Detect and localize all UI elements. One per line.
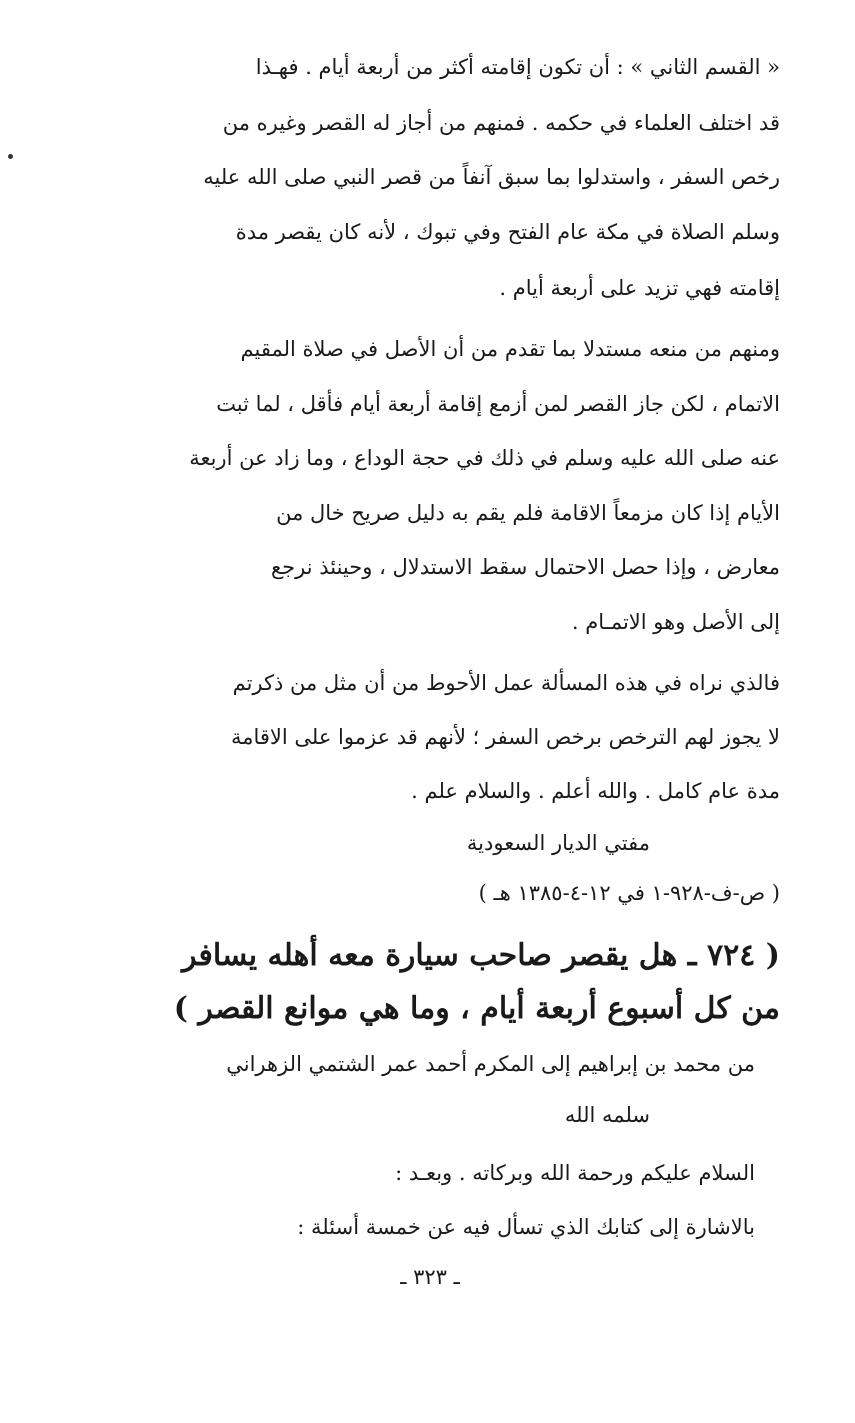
- paragraph-line: وسلم الصلاة في مكة عام الفتح وفي تبوك ، لأنه كان يقصر مدة: [235, 220, 780, 244]
- paragraph-line: الاتمام ، لكن جاز القصر لمن أزمع إقامة أربعة أيام فأقل ، لما ثبت: [216, 392, 780, 416]
- letter-intro: بالاشارة إلى كتابك الذي تسأل فيه عن خمسة أسئلة :: [297, 1215, 755, 1239]
- paragraph-line: فالذي نراه في هذه المسألة عمل الأحوط من أن مثل من ذكرتم: [232, 671, 780, 695]
- paragraph-line: إقامته فهي تزيد على أربعة أيام .: [499, 276, 780, 300]
- paragraph-line: رخص السفر ، واستدلوا بما سبق آنفاً من قصر النبي صلى الله عليه: [203, 165, 780, 189]
- paragraph-line: معارض ، وإذا حصل الاحتمال سقط الاستدلال ، وحينئذ نرجع: [270, 555, 780, 579]
- paragraph-line: لا يجوز لهم الترخص برخص السفر ؛ لأنهم قد عزموا على الاقامة: [230, 725, 780, 749]
- paragraph-line: « القسم الثاني » : أن تكون إقامته أكثر من أربعة أيام . فهـذا: [255, 55, 780, 79]
- paragraph-line: عنه صلى الله عليه وسلم في ذلك في حجة الوداع ، وما زاد عن أربعة: [189, 446, 780, 470]
- page-number: ـ ٣٢٣ ـ: [400, 1265, 460, 1289]
- scan-speck: [8, 154, 13, 159]
- letter-from-line: من محمد بن إبراهيم إلى المكرم أحمد عمر الشتمي الزهراني: [226, 1052, 755, 1076]
- paragraph-line: ومنهم من منعه مستدلا بما تقدم من أن الأصل في صلاة المقيم: [240, 337, 780, 361]
- signature-title: مفتي الديار السعودية: [466, 831, 650, 855]
- fatwa-reference: ( ص-ف-٩٢٨-١ في ١٢-٤-١٣٨٥ هـ ): [478, 881, 780, 905]
- letter-greeting: السلام عليكم ورحمة الله وبركاته . وبعـد :: [395, 1161, 755, 1185]
- letter-blessing: سلمه الله: [564, 1103, 650, 1127]
- paragraph-line: مدة عام كامل . والله أعلم . والسلام علم .: [411, 779, 780, 803]
- paragraph-line: قد اختلف العلماء في حكمه . فمنهم من أجاز له القصر وغيره من: [222, 111, 780, 135]
- question-heading-line: من كل أسبوع أربعة أيام ، وما هي موانع القصر ): [173, 991, 780, 1026]
- paragraph-line: الأيام إذا كان مزمعاً الاقامة فلم يقم به دليل صريح خال من: [276, 501, 780, 525]
- paragraph-line: إلى الأصل وهو الاتمـام .: [571, 610, 780, 634]
- question-heading-line: ( ٧٢٤ ـ هل يقصر صاحب سيارة معه أهله يسافر: [181, 938, 780, 973]
